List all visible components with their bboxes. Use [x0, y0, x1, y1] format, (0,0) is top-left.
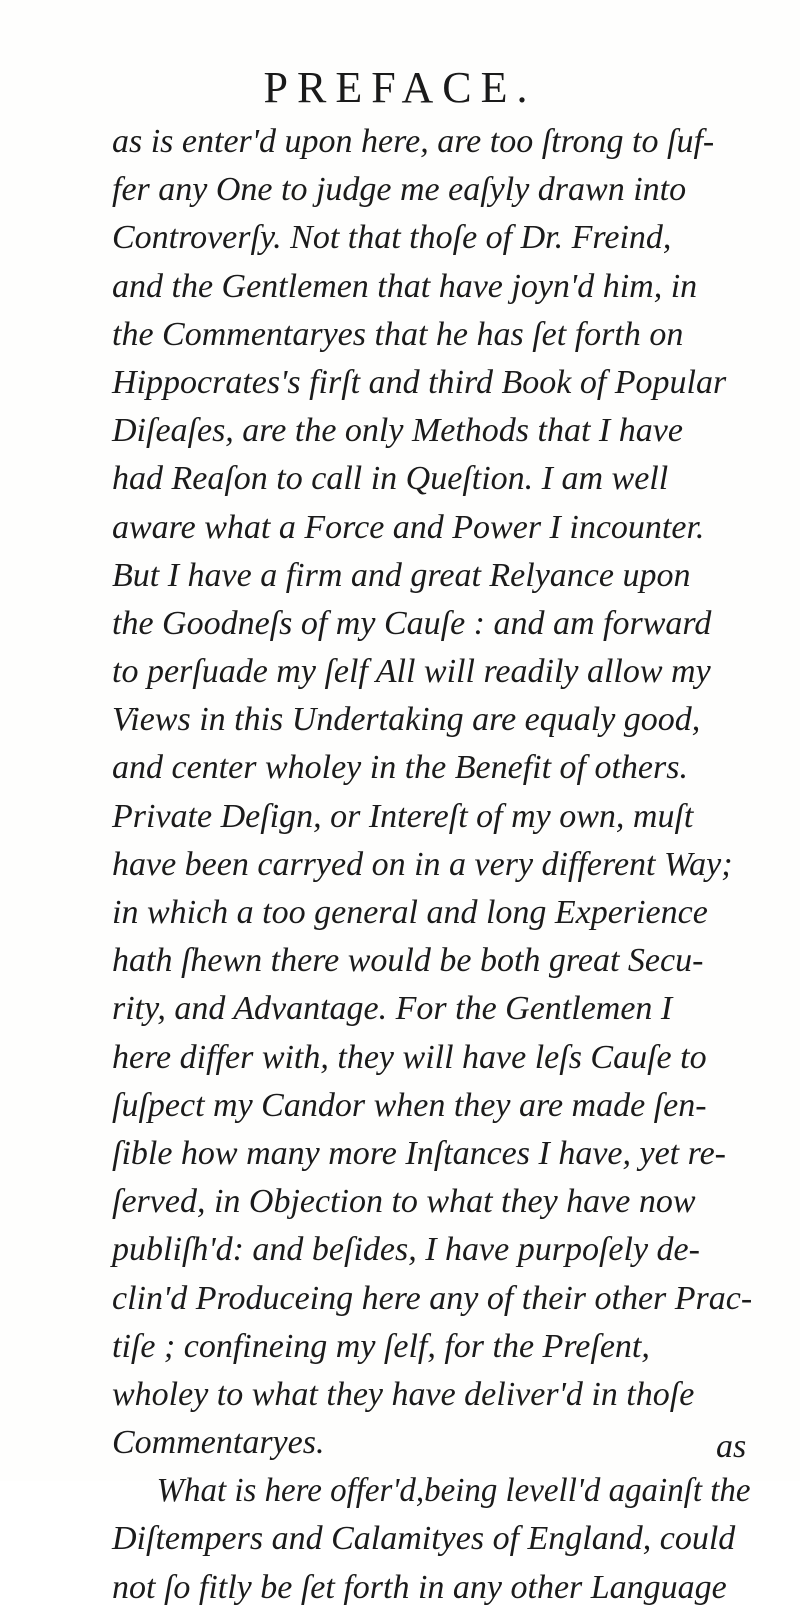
text-line: Views in this Undertaking are equaly good, — [112, 701, 701, 739]
text-line: to perſuade my ſelf All will readily allow my — [112, 653, 711, 691]
text-line: as is enter'd upon here, are too ſtrong to ſuf- — [112, 123, 715, 160]
text-line: hath ſhewn there would be both great Secu- — [112, 942, 704, 980]
text-line: Hippocrates's firſt and third Book of Popular — [112, 363, 727, 401]
text-line: and the Gentlemen that have joyn'd him, in — [112, 267, 698, 305]
text-line: here differ with, they will have leſs Cauſe to — [112, 1038, 707, 1076]
text-line: wholey to what they have deliver'd in thoſe — [112, 1375, 695, 1413]
running-header: PREFACE. — [263, 63, 537, 112]
text-line: have been carryed on in a very different Way; — [112, 845, 733, 883]
text-line: But I have a firm and great Relyance upon — [112, 556, 691, 594]
text-line: What is here offer'd,being levell'd againſt the — [156, 1472, 751, 1510]
text-line: rity, and Advantage. For the Gentlemen I — [112, 990, 673, 1028]
text-line: clin'd Produceing here any of their other Prac- — [112, 1279, 753, 1317]
text-line: Private Deſign, or Intereſt of my own, muſt — [112, 797, 694, 835]
preface-body-text — [112, 118, 752, 1612]
text-line: ſuſpect my Candor when they are made ſen- — [112, 1086, 707, 1124]
text-line: Diſtempers and Calamityes of England, could — [112, 1520, 736, 1558]
text-line: the Goodneſs of my Cauſe : and am forward — [112, 604, 712, 642]
catchword: as — [716, 1428, 747, 1465]
text-line: and center wholey in the Benefit of others. — [112, 749, 688, 787]
text-line: fer any One to judge me eaſyly drawn into — [112, 171, 687, 209]
text-line: aware what a Force and Power I incounter. — [112, 508, 705, 546]
text-line: ſerved, in Objection to what they have now — [112, 1183, 696, 1221]
text-line: not ſo fitly be ſet forth in any other Language — [112, 1568, 727, 1606]
text-line: Commentaryes. — [112, 1424, 325, 1462]
text-line: had Reaſon to call in Queſtion. I am well — [112, 460, 669, 498]
text-line: in which a too general and long Experience — [112, 894, 708, 931]
text-line: Diſeaſes, are the only Methods that I have — [112, 412, 683, 450]
text-line: tiſe ; confineing my ſelf, for the Preſent, — [112, 1327, 650, 1365]
text-line: Controverſy. Not that thoſe of Dr. Freind, — [112, 219, 672, 257]
text-line: publiſh'd: and beſides, I have purpoſely de- — [112, 1231, 700, 1269]
text-line: ſible how many more Inſtances I have, yet re- — [112, 1134, 727, 1172]
text-line: the Commentaryes that he has ſet forth on — [112, 315, 684, 353]
